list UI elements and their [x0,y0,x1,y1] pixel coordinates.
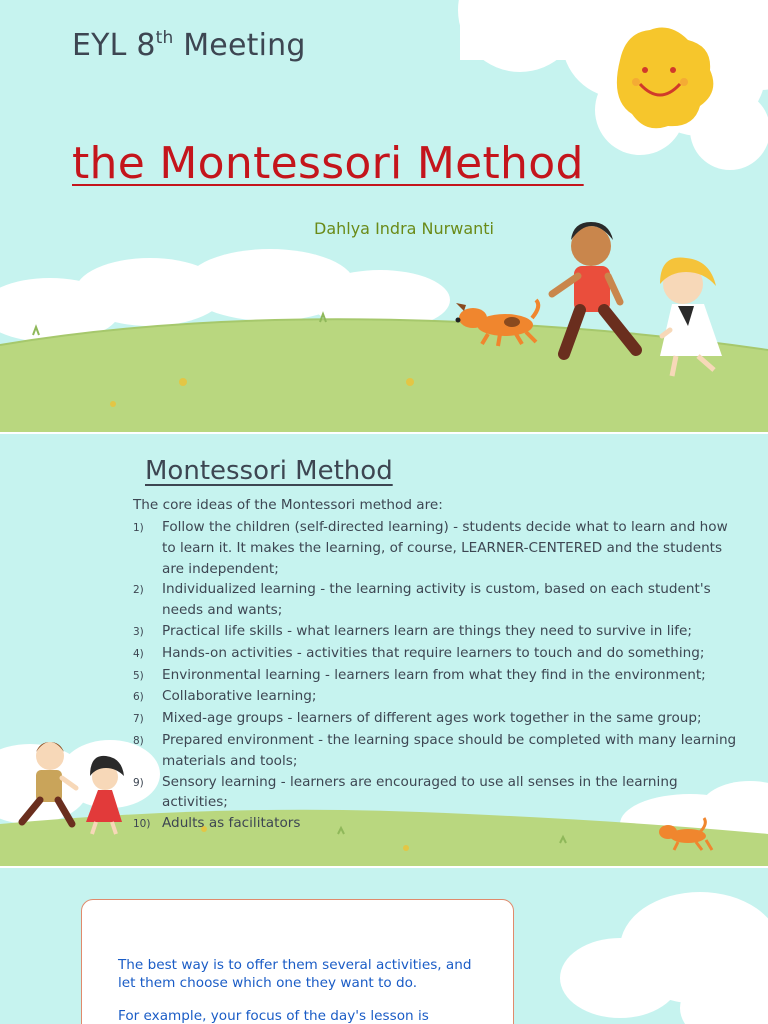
meeting-title: EYL 8th Meeting [72,28,306,63]
list-item: 1) Follow the children (self-directed learning) - students decide what to learn and how to learn it. It makes the learning, of course, LEARNER-CENTERED and the students are independent; [133,519,728,577]
list-item: 8) Prepared environment - the learning space should be completed with many learning materials and tools; [133,731,737,769]
callout-paragraph: For example, your focus of the day's lesson is [118,1008,429,1024]
list-item: 4) Hands-on activities - activities that require learners to touch and do something; [133,644,705,661]
main-title: the Montessori Method [72,138,584,189]
core-ideas-list [133,517,743,835]
intro-text: The core ideas of the Montessori method are: [133,497,443,513]
content-slide [0,434,768,866]
list-item: 6) Collaborative learning; [133,688,317,705]
list-item: 2) Individualized learning - the learning activity is custom, based on each student's needs and wants; [133,581,711,619]
callout-box [81,899,514,1024]
title-slide-background [0,0,768,432]
list-item: 5) Environmental learning - learners learn from what they find in the environment; [133,666,706,683]
list-item: 7) Mixed-age groups - learners of different ages work together in the same group; [133,710,702,727]
list-item: 3) Practical life skills - what learners learn are things they need to survive in life; [133,622,693,639]
list-item: 9) Sensory learning - learners are encouraged to use all senses in the learning activities; [133,773,678,811]
list-item: 10) Adults as facilitators [133,815,301,832]
author-name: Dahlya Indra Nurwanti [314,219,494,238]
section-heading: Montessori Method [145,456,393,486]
title-slide [0,0,768,432]
callout-slide [0,868,768,1024]
callout-paragraph: The best way is to offer them several activities, and let them choose which one they want to do. [118,957,472,991]
cloud-icon [560,892,768,1024]
